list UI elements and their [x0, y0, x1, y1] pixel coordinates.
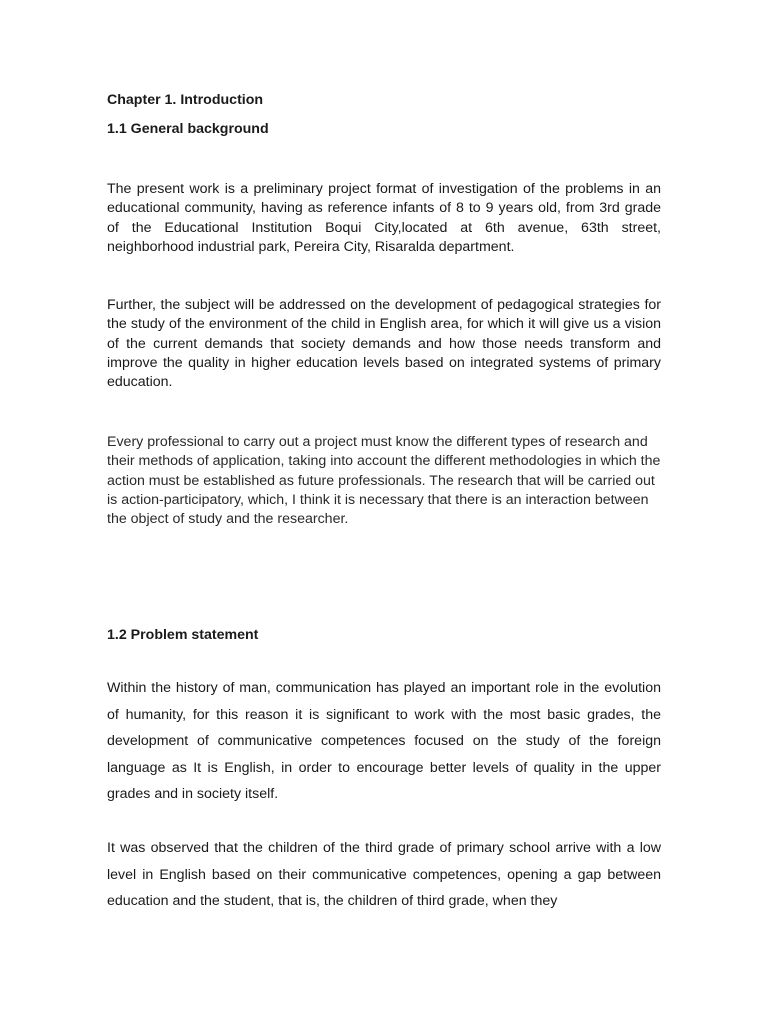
paragraph-problem-statement-2: It was observed that the children of the third grade of primary school arrive with a low level in English based on their communicative competences, opening a gap between education and the student, that is, the children of third grade, when they: [107, 840, 661, 910]
paragraph-general-background-3: Every professional to carry out a project must know the different types of research and their methods of application, taking into account the different methodologies in which the action must be established as future professionals. The research that will be carried out is action-participatory, which, I think it is necessary that there is an interaction between the object of study and the researcher.: [107, 434, 661, 528]
section-heading-general-background: 1.1 General background: [107, 121, 269, 137]
paragraph-general-background-2: Further, the subject will be addressed on the development of pedagogical strategies for the study of the environment of the child in English area, for which it will give us a vision of the current demands that society demands and how those needs transform and improve the quality in higher education levels based on integrated systems of primary education.: [107, 297, 661, 391]
paragraph-general-background-1: The present work is a preliminary project format of investigation of the problems in an educational community, having as reference infants of 8 to 9 years old, from 3rd grade of the Educational Institution Boqui City,located at 6th avenue, 63th street, neighborhood industrial park, Pereira City, Risaralda department.: [107, 181, 661, 255]
section-heading-problem-statement: 1.2 Problem statement: [107, 627, 259, 643]
chapter-heading: Chapter 1. Introduction: [107, 92, 264, 108]
paragraph-problem-statement-1: Within the history of man, communication has played an important role in the evolution of humanity, for this reason it is significant to work with the most basic grades, the development of communicative competences focused on the study of the foreign language as It is English, in order to encourage better levels of quality in the upper grades and in society itself.: [107, 680, 661, 803]
